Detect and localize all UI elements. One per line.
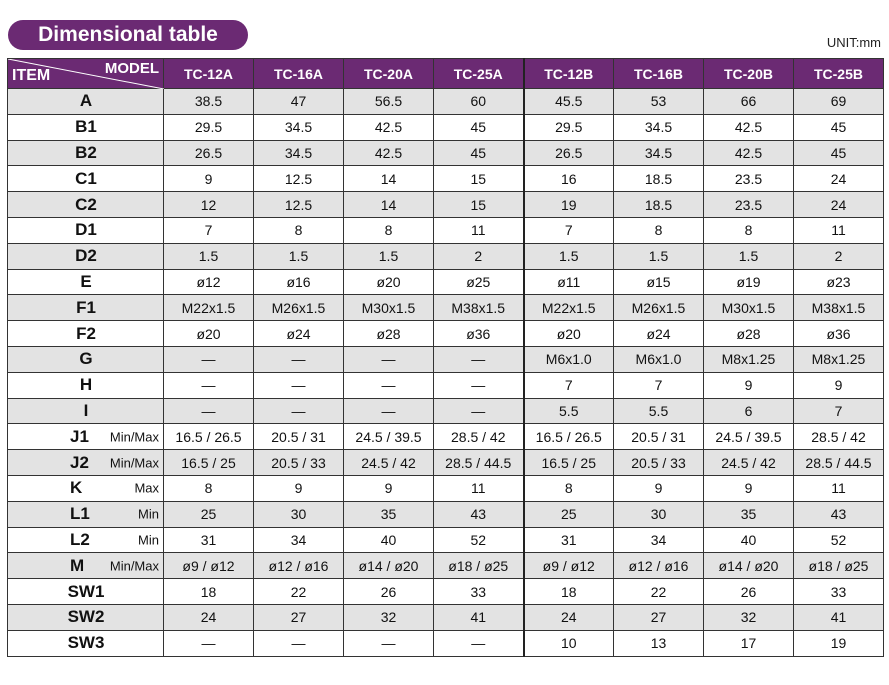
value-cell: 23.5 [704, 166, 794, 192]
value-cell: 29.5 [164, 114, 254, 140]
value-cell: 34.5 [254, 140, 344, 166]
value-cell: 40 [704, 527, 794, 553]
value-cell: 42.5 [704, 140, 794, 166]
item-code: M [70, 555, 85, 575]
value-cell: 19 [524, 192, 614, 218]
value-cell: 15 [434, 192, 524, 218]
value-cell: — [254, 398, 344, 424]
value-cell: M30x1.5 [704, 295, 794, 321]
item-cell [8, 398, 164, 424]
value-cell: 31 [524, 527, 614, 553]
value-cell: M6x1.0 [524, 346, 614, 372]
value-cell: 11 [794, 217, 884, 243]
item-cell [8, 217, 164, 243]
value-cell: 43 [794, 501, 884, 527]
table-row [8, 269, 884, 295]
item-qualifier: Min/Max [109, 455, 159, 471]
table-row [8, 475, 884, 501]
model-header: TC-20B [704, 59, 794, 89]
value-cell: ø14 / ø20 [704, 553, 794, 579]
value-cell: — [164, 346, 254, 372]
table-row [8, 424, 884, 450]
item-cell [8, 424, 164, 450]
value-cell: 24 [794, 192, 884, 218]
item-cell [8, 89, 164, 115]
value-cell: 69 [794, 89, 884, 115]
value-cell: 53 [614, 89, 704, 115]
value-cell: 8 [254, 217, 344, 243]
value-cell: 42.5 [344, 114, 434, 140]
value-cell: 1.5 [704, 243, 794, 269]
value-cell: 32 [704, 604, 794, 630]
value-cell: — [434, 372, 524, 398]
value-cell: 1.5 [344, 243, 434, 269]
value-cell: 24.5 / 39.5 [704, 424, 794, 450]
model-header: TC-25B [794, 59, 884, 89]
item-cell [8, 321, 164, 347]
model-header: TC-12B [524, 59, 614, 89]
table-row [8, 295, 884, 321]
value-cell: 18.5 [614, 192, 704, 218]
table-row [8, 398, 884, 424]
value-cell: — [254, 372, 344, 398]
item-code: J1 [70, 426, 89, 446]
value-cell: M8x1.25 [704, 346, 794, 372]
value-cell: ø18 / ø25 [794, 553, 884, 579]
table-row [8, 450, 884, 476]
value-cell: 26 [704, 579, 794, 605]
value-cell: 35 [704, 501, 794, 527]
value-cell: M8x1.25 [794, 346, 884, 372]
item-cell [8, 166, 164, 192]
value-cell: ø15 [614, 269, 704, 295]
model-header: TC-16B [614, 59, 704, 89]
value-cell: 18 [524, 579, 614, 605]
header-corner [8, 59, 164, 89]
item-code: C2 [75, 194, 97, 214]
value-cell: 24 [794, 166, 884, 192]
value-cell: 9 [704, 475, 794, 501]
item-cell [8, 372, 164, 398]
table-row [8, 372, 884, 398]
value-cell: 35 [344, 501, 434, 527]
item-header-label: ITEM [12, 67, 51, 84]
item-code: L2 [70, 529, 90, 549]
item-cell [8, 140, 164, 166]
item-cell [8, 579, 164, 605]
value-cell: 6 [704, 398, 794, 424]
value-cell: 66 [704, 89, 794, 115]
value-cell: 33 [794, 579, 884, 605]
item-cell [8, 527, 164, 553]
value-cell: 7 [164, 217, 254, 243]
value-cell: 12 [164, 192, 254, 218]
value-cell: 52 [434, 527, 524, 553]
value-cell: — [254, 346, 344, 372]
value-cell: 24 [524, 604, 614, 630]
value-cell: 8 [704, 217, 794, 243]
table-row [8, 501, 884, 527]
value-cell: 9 [704, 372, 794, 398]
item-code: I [83, 400, 89, 420]
value-cell: ø19 [704, 269, 794, 295]
value-cell: 7 [794, 398, 884, 424]
table-row [8, 321, 884, 347]
table-row [8, 192, 884, 218]
value-cell: 11 [794, 475, 884, 501]
header-row [8, 59, 884, 89]
value-cell: 16.5 / 25 [164, 450, 254, 476]
value-cell: 43 [434, 501, 524, 527]
value-cell: — [164, 398, 254, 424]
table-row [8, 166, 884, 192]
item-qualifier: Min/Max [109, 429, 159, 445]
value-cell: 31 [164, 527, 254, 553]
item-code: D1 [75, 220, 97, 240]
value-cell: 12.5 [254, 192, 344, 218]
value-cell: — [254, 630, 344, 656]
value-cell: 9 [614, 475, 704, 501]
item-code: C1 [75, 168, 97, 188]
value-cell: 20.5 / 31 [614, 424, 704, 450]
value-cell: 13 [614, 630, 704, 656]
value-cell: 24.5 / 42 [704, 450, 794, 476]
item-code: F1 [76, 297, 96, 317]
value-cell: M26x1.5 [614, 295, 704, 321]
item-code: D2 [75, 246, 97, 266]
item-code: SW3 [67, 633, 105, 653]
item-qualifier: Min [138, 506, 159, 522]
value-cell: ø36 [794, 321, 884, 347]
value-cell: 56.5 [344, 89, 434, 115]
value-cell: 10 [524, 630, 614, 656]
table-row [8, 579, 884, 605]
model-header: TC-12A [164, 59, 254, 89]
table-row [8, 553, 884, 579]
value-cell: M26x1.5 [254, 295, 344, 321]
value-cell: 34.5 [614, 140, 704, 166]
value-cell: 30 [614, 501, 704, 527]
value-cell: ø11 [524, 269, 614, 295]
value-cell: 9 [794, 372, 884, 398]
value-cell: 33 [434, 579, 524, 605]
value-cell: 16.5 / 25 [524, 450, 614, 476]
value-cell: ø18 / ø25 [434, 553, 524, 579]
value-cell: 28.5 / 42 [794, 424, 884, 450]
value-cell: ø14 / ø20 [344, 553, 434, 579]
model-header: TC-16A [254, 59, 344, 89]
dimensional-table [7, 58, 884, 657]
value-cell: 20.5 / 33 [254, 450, 344, 476]
item-qualifier: Min/Max [109, 558, 159, 574]
value-cell: 23.5 [704, 192, 794, 218]
value-cell: 26 [344, 579, 434, 605]
value-cell: 32 [344, 604, 434, 630]
value-cell: M22x1.5 [524, 295, 614, 321]
item-code: G [79, 349, 93, 369]
value-cell: 7 [524, 372, 614, 398]
value-cell: 1.5 [614, 243, 704, 269]
value-cell: 11 [434, 217, 524, 243]
item-code: E [80, 271, 92, 291]
value-cell: 41 [794, 604, 884, 630]
value-cell: ø9 / ø12 [524, 553, 614, 579]
value-cell: 16 [524, 166, 614, 192]
value-cell: 19 [794, 630, 884, 656]
table-row [8, 114, 884, 140]
value-cell: ø24 [254, 321, 344, 347]
value-cell: M38x1.5 [434, 295, 524, 321]
value-cell: 16.5 / 26.5 [164, 424, 254, 450]
value-cell: ø36 [434, 321, 524, 347]
item-cell [8, 630, 164, 656]
unit-label: UNIT:mm [826, 35, 881, 50]
value-cell: ø20 [524, 321, 614, 347]
value-cell: — [344, 630, 434, 656]
value-cell: 8 [164, 475, 254, 501]
model-header: TC-20A [344, 59, 434, 89]
value-cell: 8 [524, 475, 614, 501]
value-cell: M38x1.5 [794, 295, 884, 321]
table-row [8, 527, 884, 553]
value-cell: ø28 [344, 321, 434, 347]
value-cell: 38.5 [164, 89, 254, 115]
value-cell: 14 [344, 166, 434, 192]
value-cell: 29.5 [524, 114, 614, 140]
value-cell: 45 [794, 114, 884, 140]
item-cell [8, 346, 164, 372]
value-cell: 45 [794, 140, 884, 166]
item-cell [8, 295, 164, 321]
table-row [8, 346, 884, 372]
item-code: K [70, 478, 83, 498]
value-cell: ø16 [254, 269, 344, 295]
value-cell: 34 [614, 527, 704, 553]
value-cell: 45 [434, 140, 524, 166]
value-cell: ø12 [164, 269, 254, 295]
value-cell: 17 [704, 630, 794, 656]
value-cell: 11 [434, 475, 524, 501]
value-cell: 26.5 [164, 140, 254, 166]
value-cell: 24.5 / 39.5 [344, 424, 434, 450]
value-cell: 22 [254, 579, 344, 605]
value-cell: 30 [254, 501, 344, 527]
item-cell [8, 269, 164, 295]
value-cell: ø12 / ø16 [254, 553, 344, 579]
value-cell: 7 [614, 372, 704, 398]
value-cell: 16.5 / 26.5 [524, 424, 614, 450]
value-cell: M22x1.5 [164, 295, 254, 321]
item-code: A [79, 91, 93, 111]
value-cell: 9 [344, 475, 434, 501]
value-cell: 28.5 / 44.5 [434, 450, 524, 476]
table-row [8, 630, 884, 656]
value-cell: ø25 [434, 269, 524, 295]
value-cell: 34 [254, 527, 344, 553]
value-cell: 45 [434, 114, 524, 140]
item-cell [8, 192, 164, 218]
value-cell: 2 [794, 243, 884, 269]
value-cell: 42.5 [344, 140, 434, 166]
value-cell: ø9 / ø12 [164, 553, 254, 579]
value-cell: — [344, 372, 434, 398]
value-cell: 27 [614, 604, 704, 630]
value-cell: 28.5 / 44.5 [794, 450, 884, 476]
item-cell [8, 114, 164, 140]
item-code: L1 [70, 504, 90, 524]
value-cell: 47 [254, 89, 344, 115]
value-cell: 5.5 [614, 398, 704, 424]
value-cell: 18.5 [614, 166, 704, 192]
value-cell: 34.5 [254, 114, 344, 140]
value-cell: — [434, 630, 524, 656]
table-row [8, 243, 884, 269]
value-cell: 2 [434, 243, 524, 269]
value-cell: M6x1.0 [614, 346, 704, 372]
value-cell: 25 [164, 501, 254, 527]
value-cell: — [164, 630, 254, 656]
value-cell: 12.5 [254, 166, 344, 192]
value-cell: 18 [164, 579, 254, 605]
value-cell: — [434, 346, 524, 372]
value-cell: 20.5 / 33 [614, 450, 704, 476]
model-header: TC-25A [434, 59, 524, 89]
value-cell: 26.5 [524, 140, 614, 166]
value-cell: 5.5 [524, 398, 614, 424]
item-cell [8, 501, 164, 527]
value-cell: 24.5 / 42 [344, 450, 434, 476]
item-cell [8, 450, 164, 476]
item-code: H [79, 375, 93, 395]
model-header-label: MODEL [104, 60, 159, 77]
value-cell: ø24 [614, 321, 704, 347]
value-cell: ø20 [164, 321, 254, 347]
value-cell: M30x1.5 [344, 295, 434, 321]
value-cell: 52 [794, 527, 884, 553]
item-qualifier: Max [134, 480, 159, 496]
table-body [8, 89, 884, 657]
value-cell: 42.5 [704, 114, 794, 140]
table-row [8, 604, 884, 630]
table-row [8, 89, 884, 115]
item-code: B1 [75, 117, 97, 137]
item-cell [8, 243, 164, 269]
item-cell [8, 553, 164, 579]
value-cell: 28.5 / 42 [434, 424, 524, 450]
value-cell: 8 [344, 217, 434, 243]
item-qualifier: Min [138, 532, 159, 548]
value-cell: — [344, 346, 434, 372]
value-cell: ø20 [344, 269, 434, 295]
item-code: SW1 [67, 581, 105, 601]
value-cell: 7 [524, 217, 614, 243]
value-cell: ø28 [704, 321, 794, 347]
value-cell: 40 [344, 527, 434, 553]
value-cell: 15 [434, 166, 524, 192]
item-cell [8, 475, 164, 501]
value-cell: ø23 [794, 269, 884, 295]
value-cell: 27 [254, 604, 344, 630]
table-title: Dimensional table [8, 20, 248, 50]
value-cell: 8 [614, 217, 704, 243]
value-cell: ø12 / ø16 [614, 553, 704, 579]
item-code: J2 [70, 452, 89, 472]
item-code: SW2 [67, 607, 105, 627]
item-code: F2 [76, 323, 96, 343]
value-cell: 60 [434, 89, 524, 115]
value-cell: — [434, 398, 524, 424]
value-cell: 9 [164, 166, 254, 192]
value-cell: 1.5 [164, 243, 254, 269]
value-cell: 45.5 [524, 89, 614, 115]
value-cell: 41 [434, 604, 524, 630]
item-code: B2 [75, 142, 97, 162]
value-cell: 25 [524, 501, 614, 527]
value-cell: 14 [344, 192, 434, 218]
value-cell: 1.5 [524, 243, 614, 269]
table-row [8, 217, 884, 243]
value-cell: — [164, 372, 254, 398]
value-cell: 24 [164, 604, 254, 630]
value-cell: 20.5 / 31 [254, 424, 344, 450]
value-cell: — [344, 398, 434, 424]
value-cell: 22 [614, 579, 704, 605]
value-cell: 9 [254, 475, 344, 501]
value-cell: 34.5 [614, 114, 704, 140]
item-cell [8, 604, 164, 630]
table-row [8, 140, 884, 166]
value-cell: 1.5 [254, 243, 344, 269]
